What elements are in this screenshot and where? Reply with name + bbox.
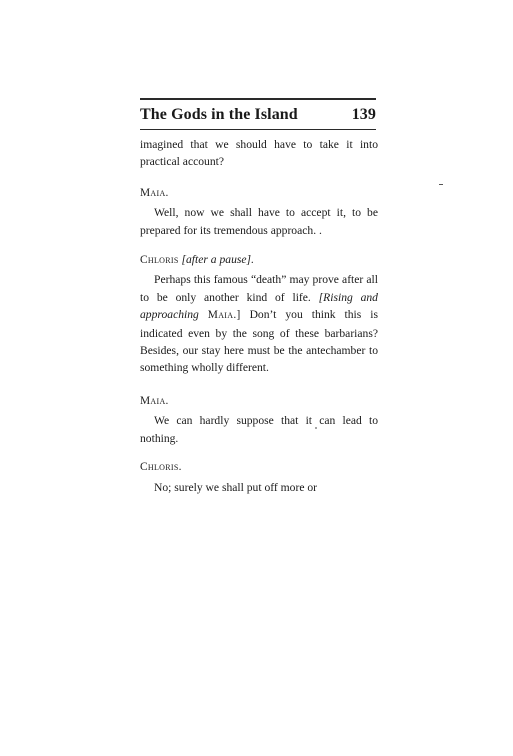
- speech-paragraph: [140, 271, 378, 376]
- header-bottom-rule: [140, 129, 376, 130]
- speaker-line: [140, 251, 378, 269]
- speech-text: Perhaps this famous “death” may prove after all to be only another kind of life.: [140, 273, 378, 304]
- header-top-rule: [140, 98, 376, 100]
- stage-direction: [after a pause].: [181, 253, 254, 267]
- running-title: The Gods in the Island: [140, 106, 298, 123]
- speech-text: Don’t you think this is indicated even by the song of these barbarians? Besides, our stay here must be the antechamber to something wholly different.: [140, 308, 378, 375]
- speech-paragraph: No; surely we shall put off more or: [154, 480, 318, 494]
- stray-dot: [315, 427, 317, 429]
- speech-paragraph: We can hardly suppose that it can lead to nothing.: [140, 414, 378, 445]
- stage-direction-name: Maia.]: [207, 309, 241, 322]
- speaker-label: Chloris.: [140, 461, 182, 474]
- speaker-label: Chloris: [140, 254, 179, 267]
- page-number: 139: [351, 106, 376, 123]
- speaker-label: Maia.: [140, 394, 169, 407]
- speech-paragraph: Well, now we shall have to accept it, to be prepared for its tremendous approach. .: [140, 206, 378, 237]
- page-text: [140, 136, 378, 496]
- speaker-label: Maia.: [140, 186, 169, 199]
- stray-mark: [439, 184, 443, 185]
- continued-paragraph: imagined that we should have to take it into practical account?: [140, 138, 378, 169]
- stage-direction: [Rising and approaching: [140, 290, 378, 322]
